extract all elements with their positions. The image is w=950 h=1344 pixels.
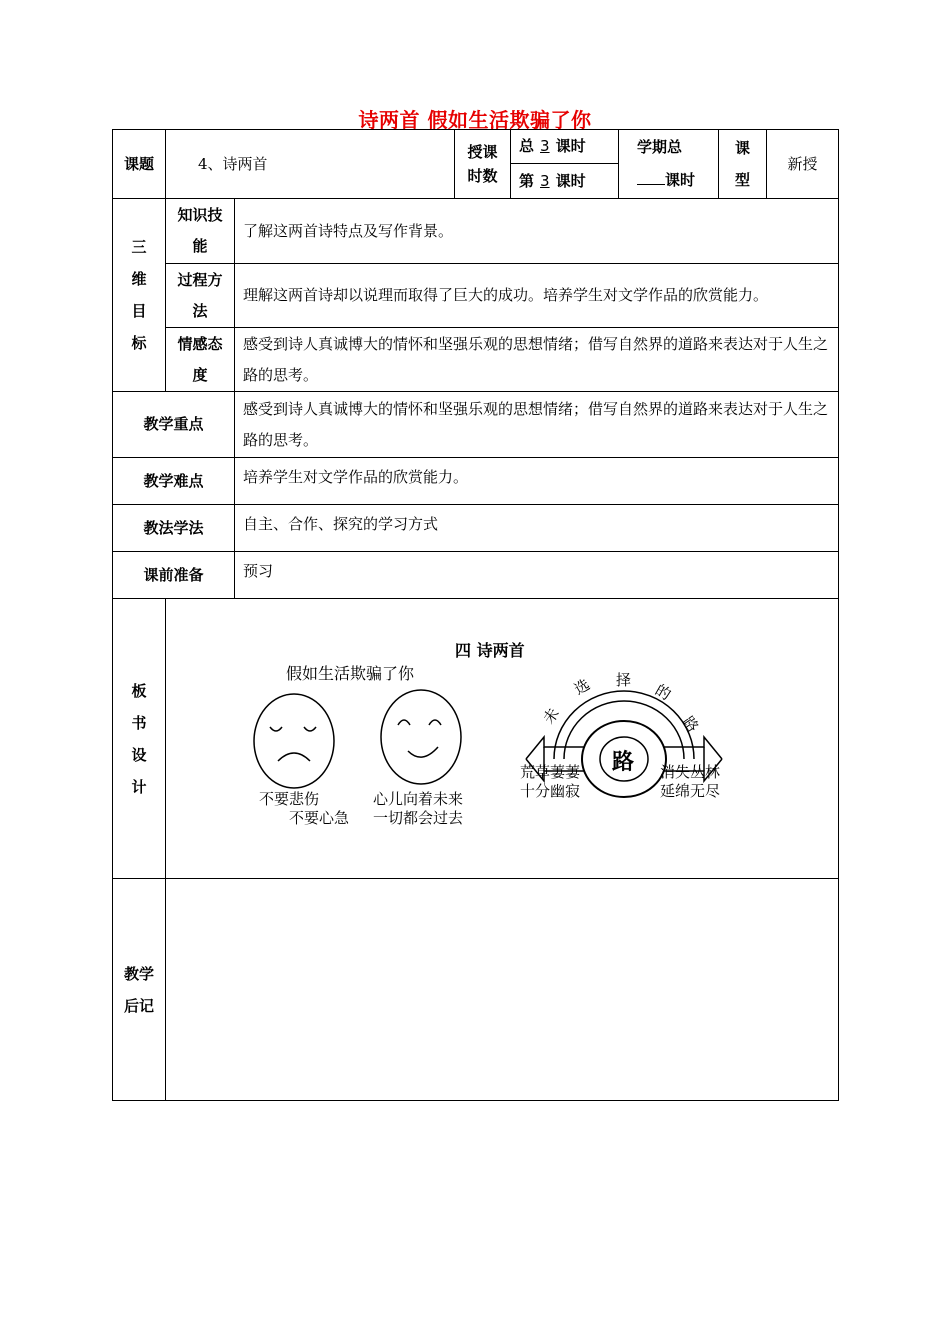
- term-label: 学期总: [637, 138, 683, 156]
- poem1-title: 假如生活欺骗了你: [286, 664, 415, 683]
- difficulty-text: 培养学生对文学作品的欣赏能力。: [235, 458, 839, 505]
- goal-knowledge-label: 知识技能: [166, 199, 235, 264]
- key-point-text: 感受到诗人真诚博大的情怀和坚强乐观的思想情绪；借写自然界的道路来表达对于人生之路的思考。: [235, 392, 839, 458]
- board-diagram: [166, 599, 838, 878]
- arc-char-1: 未: [539, 704, 563, 728]
- sad-text-1: 不要悲伤: [259, 790, 320, 808]
- total-hours-value: 3: [540, 137, 550, 155]
- topic-label: 课题: [113, 130, 166, 199]
- key-point-label: 教学重点: [113, 392, 235, 458]
- lesson-plan-table: [112, 129, 839, 1101]
- term-suffix: 课时: [665, 171, 696, 189]
- nth-hours: 第 3 课时: [519, 172, 586, 190]
- prep-label: 课前准备: [113, 552, 235, 599]
- board-design: [166, 599, 839, 879]
- board-heading: 四 诗两首: [455, 641, 525, 660]
- goal-process-label: 过程方法: [166, 264, 235, 328]
- hours-label: [455, 130, 511, 199]
- sad-face-icon: [254, 694, 334, 788]
- goals-label: 三 维 目 标: [113, 199, 166, 392]
- total-hours: 总 3 课时: [511, 130, 618, 164]
- goal-knowledge-text: 了解这两首诗特点及写作背景。: [235, 199, 839, 264]
- arc-char-3: 择: [616, 671, 632, 689]
- topic-value: 4、诗两首: [166, 130, 455, 199]
- right-text-2: 延绵无尽: [660, 782, 721, 800]
- right-text-1: 消失丛林: [660, 763, 721, 781]
- left-text-1: 荒草萋萋: [520, 763, 581, 781]
- page-title: 诗两首 假如生活欺骗了你: [358, 108, 592, 132]
- happy-text-1: 心儿向着未来: [373, 790, 464, 808]
- goal-emotion-text: 感受到诗人真诚博大的情怀和坚强乐观的思想情绪；借写自然界的道路来表达对于人生之路的思考。: [235, 328, 839, 392]
- board-label: 板 书 设 计: [113, 599, 166, 879]
- arc-char-2: 选: [571, 675, 594, 699]
- sad-text-2: 不要心急: [289, 809, 350, 827]
- method-text: 自主、合作、探究的学习方式: [235, 505, 839, 552]
- difficulty-label: 教学难点: [113, 458, 235, 505]
- goal-emotion-label: 情感态度: [166, 328, 235, 392]
- method-label: 教法学法: [113, 505, 235, 552]
- happy-face-icon: [381, 690, 461, 784]
- hours-label-text: 授课时数: [467, 143, 498, 185]
- term-hours: [619, 130, 719, 199]
- prep-text: 预习: [235, 552, 839, 599]
- afterword-label: 教学 后记: [113, 879, 166, 1101]
- happy-text-2: 一切都会过去: [373, 809, 464, 827]
- arc-char-4: 的: [652, 680, 675, 704]
- afterword-content[interactable]: [166, 879, 839, 1101]
- center-char: 路: [612, 749, 635, 775]
- type-label: 课型: [719, 130, 767, 199]
- arc-char-5: 路: [678, 712, 703, 736]
- type-value: 新授: [767, 130, 839, 199]
- left-text-2: 十分幽寂: [520, 782, 581, 800]
- goal-process-text: 理解这两首诗却以说理而取得了巨大的成功。培养学生对文学作品的欣赏能力。: [235, 264, 839, 328]
- nth-hours-value: 3: [540, 172, 550, 190]
